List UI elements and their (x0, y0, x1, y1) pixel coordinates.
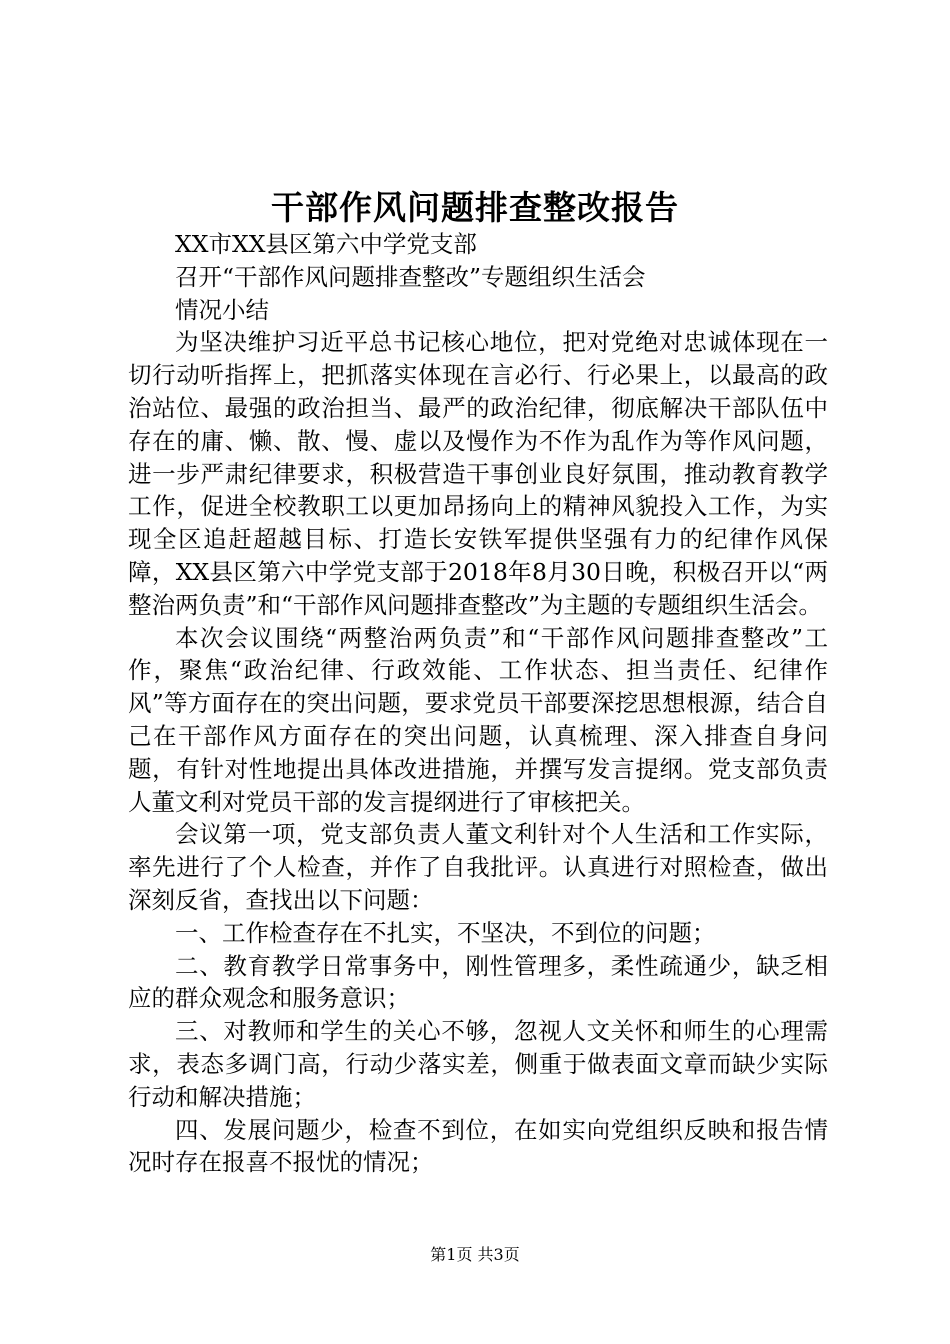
problem-item-1: 一、工作检查存在不扎实，不坚决，不到位的问题； (175, 918, 716, 947)
header-line-summary: 情况小结 (175, 295, 269, 324)
problem-item-4: 四、发展问题少，检查不到位，在如实向党组织反映和报告情况时存在报喜不报忧的情况； (128, 1115, 828, 1177)
header-line-organization: XX市XX县区第六中学党支部 (175, 230, 477, 258)
paragraph-first-item: 会议第一项，党支部负责人董文利针对个人生活和工作实际，率先进行了个人检查，并作了自我批评。认真进行对照检查，做出深刻反省，查找出以下问题： (128, 820, 828, 914)
document-title: 干部作风问题排查整改报告 (271, 188, 679, 227)
paragraph-purpose: 为坚决维护习近平总书记核心地位，把对党绝对忠诚体现在一切行动听指挥上，把抓落实体现在言必行、行必果上，以最高的政治站位、最强的政治担当、最严的政治纪律，彻底解决干部队伍中存在的庸、懒、散、慢、虚以及慢作为不作为乱作为等作风问题，进一步严肃纪律要求，积极营造干事创业良好氛围，推动教育教学工作，促进全校教职工以更加昂扬向上的精神风貌投入工作，为实现全区追赶超越目标、打造长安铁军提供坚强有力的纪律作风保障，XX县区第六中学党支部于2018年8月30日晚，积极召开以“两整治两负责”和“干部作风问题排查整改”为主题的专题组织生活会。 (128, 328, 828, 619)
paragraph-meeting-focus: 本次会议围绕“两整治两负责”和“干部作风问题排查整改”工作，聚焦“政治纪律、行政效能、工作状态、担当责任、纪律作风”等方面存在的突出问题，要求党员干部要深挖思想根源，结合自己在干部作风方面存在的突出问题，认真梳理、深入排查自身问题，有针对性地提出具体改进措施，并撰写发言提纲。党支部负责人董文利对党员干部的发言提纲进行了审核把关。 (128, 623, 828, 816)
problem-item-3: 三、对教师和学生的关心不够，忽视人文关怀和师生的心理需求，表态多调门高，行动少落实差，侧重于做表面文章而缺少实际行动和解决措施； (128, 1017, 828, 1111)
page-number-footer: 第1页 共3页 (430, 1245, 520, 1264)
problem-item-2: 二、教育教学日常事务中，刚性管理多，柔性疏通少，缺乏相应的群众观念和服务意识； (128, 951, 828, 1013)
document-body (128, 228, 828, 1179)
header-line-meeting: 召开“干部作风问题排查整改”专题组织生活会 (175, 262, 646, 291)
